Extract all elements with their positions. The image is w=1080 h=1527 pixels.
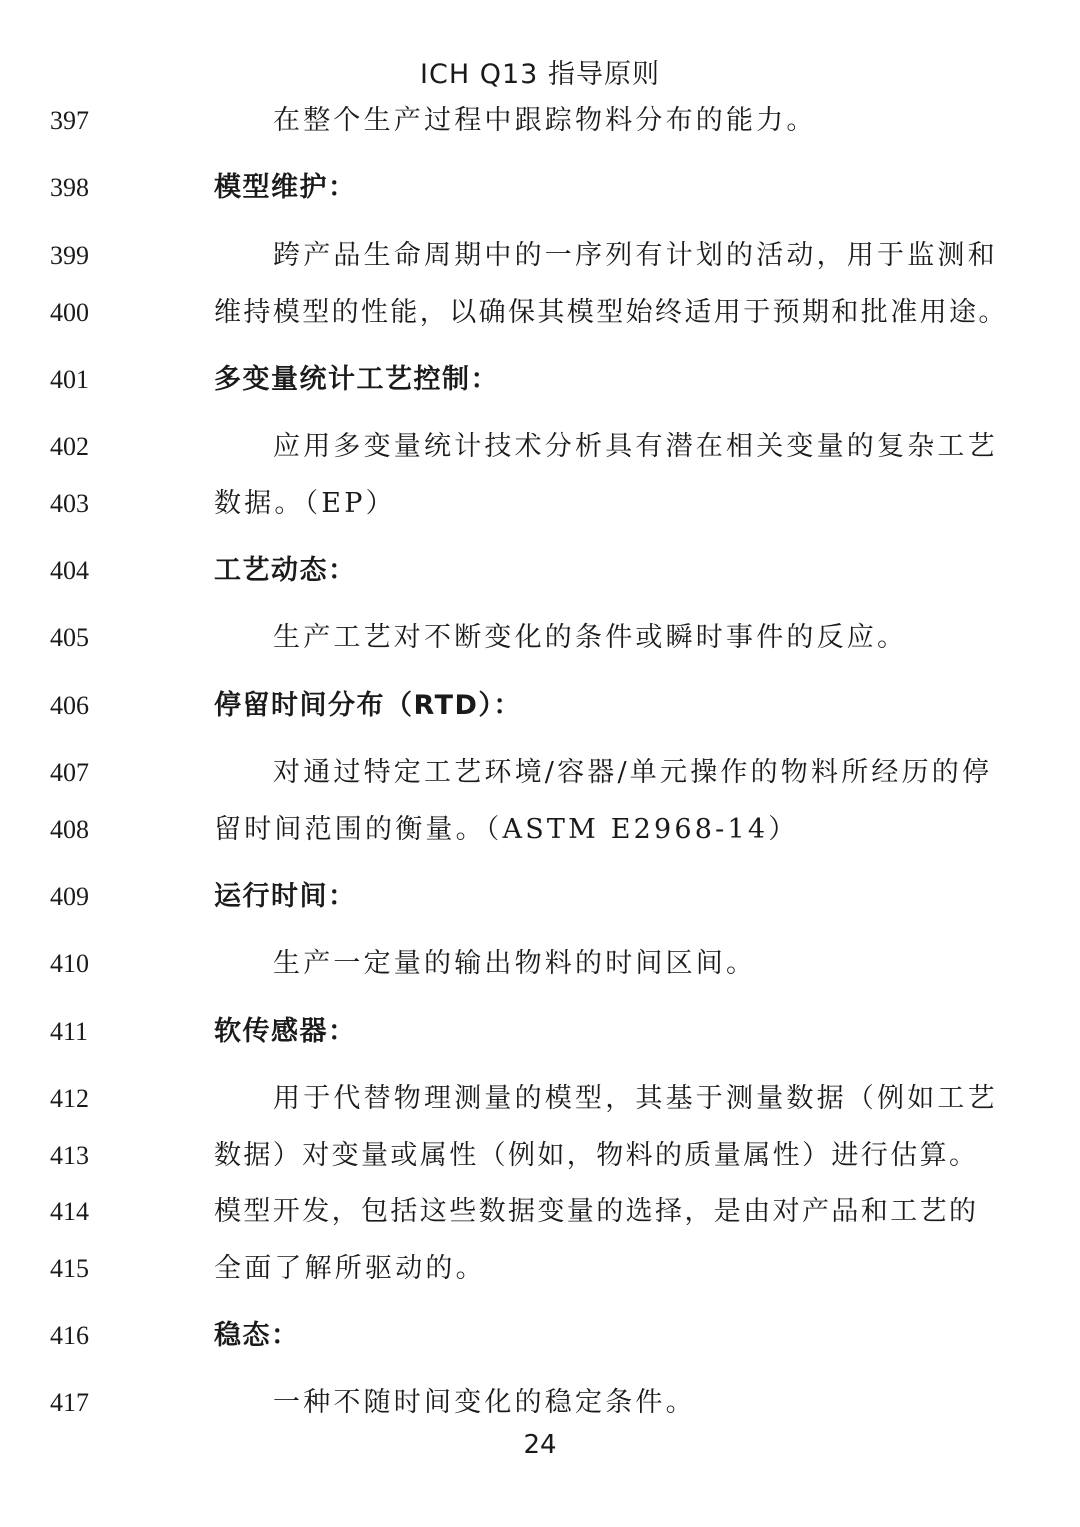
document-line xyxy=(0,1077,1080,1121)
line-number: 403 xyxy=(50,489,89,518)
line-number: 399 xyxy=(50,241,89,270)
line-text: 跨产品生命周期中的一序列有计划的活动，用于监测和 xyxy=(273,240,998,271)
document-line xyxy=(0,616,1080,660)
line-text: 在整个生产过程中跟踪物料分布的能力。 xyxy=(273,105,817,136)
document-line xyxy=(0,549,1080,593)
line-text: 应用多变量统计技术分析具有潜在相关变量的复杂工艺 xyxy=(273,431,998,462)
line-number: 413 xyxy=(50,1141,89,1170)
line-text: 一种不随时间变化的稳定条件。 xyxy=(273,1387,696,1418)
line-number: 412 xyxy=(50,1084,89,1113)
line-text: 生产一定量的输出物料的时间区间。 xyxy=(273,948,757,979)
line-number: 411 xyxy=(50,1017,89,1046)
line-number: 417 xyxy=(50,1388,89,1417)
document-line xyxy=(0,751,1080,795)
document-line xyxy=(0,1247,1080,1291)
line-number: 416 xyxy=(50,1321,89,1350)
line-text: 对通过特定工艺环境/容器/单元操作的物料所经历的停 xyxy=(273,757,993,788)
line-number: 398 xyxy=(50,173,89,202)
document-line xyxy=(0,425,1080,469)
line-text: 数据。（EP） xyxy=(214,488,396,519)
document-line xyxy=(0,358,1080,402)
term-heading: 运行时间： xyxy=(214,881,357,912)
term-heading: 软传感器： xyxy=(214,1016,357,1047)
line-text: 用于代替物理测量的模型，其基于测量数据（例如工艺 xyxy=(273,1083,998,1114)
line-number: 404 xyxy=(50,556,89,585)
line-number: 414 xyxy=(50,1197,89,1226)
line-number: 406 xyxy=(50,691,89,720)
line-number: 400 xyxy=(50,298,89,327)
line-text: 数据）对变量或属性（例如，物料的质量属性）进行估算。 xyxy=(214,1140,979,1171)
page-number: 24 xyxy=(523,1430,557,1460)
line-number: 405 xyxy=(50,623,89,652)
line-number: 401 xyxy=(50,365,89,394)
line-text: 维持模型的性能，以确保其模型始终适用于预期和批准用途。 xyxy=(214,297,1008,328)
line-number: 408 xyxy=(50,815,89,844)
term-heading: 工艺动态： xyxy=(214,555,357,586)
line-text: 留时间范围的衡量。（ASTM E2968-14） xyxy=(214,814,799,845)
document-line xyxy=(0,291,1080,335)
term-heading: 稳态： xyxy=(214,1320,300,1351)
document-line xyxy=(0,166,1080,210)
line-number: 415 xyxy=(50,1254,89,1283)
document-line xyxy=(0,482,1080,526)
line-number: 407 xyxy=(50,758,89,787)
document-line xyxy=(0,1010,1080,1054)
line-number: 409 xyxy=(50,882,89,911)
document-line xyxy=(0,99,1080,143)
term-heading: 模型维护： xyxy=(214,172,357,203)
page-header: ICH Q13 指导原则 xyxy=(420,59,660,90)
document-line xyxy=(0,875,1080,919)
line-number: 410 xyxy=(50,949,89,978)
document-line xyxy=(0,684,1080,728)
document-line xyxy=(0,1381,1080,1425)
document-line xyxy=(0,1134,1080,1178)
line-number: 402 xyxy=(50,432,89,461)
document-line xyxy=(0,808,1080,852)
line-text: 模型开发，包括这些数据变量的选择，是由对产品和工艺的 xyxy=(214,1196,979,1227)
term-heading: 停留时间分布（RTD）： xyxy=(214,690,522,721)
term-heading: 多变量统计工艺控制： xyxy=(214,364,499,395)
line-number: 397 xyxy=(50,106,89,135)
document-line xyxy=(0,1190,1080,1234)
document-line xyxy=(0,234,1080,278)
document-line xyxy=(0,1314,1080,1358)
document-line xyxy=(0,942,1080,986)
line-text: 全面了解所驱动的。 xyxy=(214,1253,486,1284)
line-text: 生产工艺对不断变化的条件或瞬时事件的反应。 xyxy=(273,622,908,653)
